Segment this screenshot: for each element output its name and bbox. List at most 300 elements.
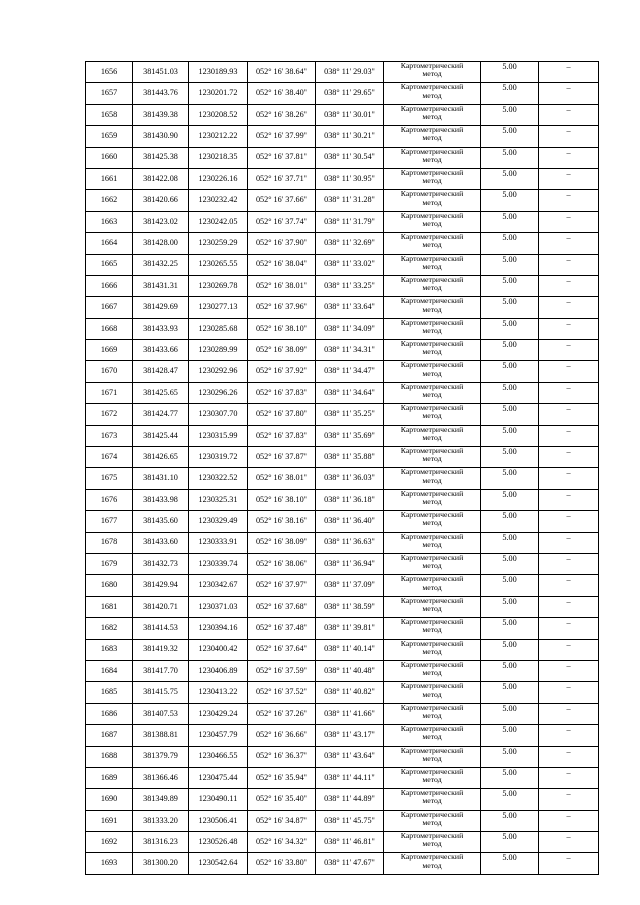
x-coordinate-cell: 381433.93: [133, 318, 189, 339]
method-cell: [384, 511, 481, 532]
point-number-cell: 1673: [86, 425, 133, 446]
longitude-cell: 038° 11' 44.11": [316, 767, 384, 788]
accuracy-cell: 5.00: [481, 596, 539, 617]
accuracy-cell: 5.00: [481, 618, 539, 639]
method-label-line1: Картометрический: [400, 703, 464, 712]
method-label-line2: метод: [422, 839, 442, 849]
table-row: [86, 147, 599, 168]
longitude-cell: 038° 11' 30.01": [316, 104, 384, 125]
x-coordinate-cell: 381316.23: [133, 832, 189, 853]
method-label-line1: Картометрический: [400, 596, 464, 605]
y-coordinate-cell: 1230342.67: [189, 575, 248, 596]
method-label-line2: метод: [422, 90, 442, 100]
x-coordinate-cell: 381432.73: [133, 553, 189, 574]
latitude-cell: 052° 16' 37.52": [248, 682, 316, 703]
method-cell: [384, 703, 481, 724]
method-label-line2: метод: [422, 582, 442, 592]
point-number-cell: 1692: [86, 832, 133, 853]
accuracy-cell: 5.00: [481, 297, 539, 318]
point-number-cell: 1684: [86, 660, 133, 681]
table-row: [86, 853, 599, 874]
latitude-cell: 052° 16' 37.74": [248, 211, 316, 232]
method-label-line1: Картометрический: [400, 403, 464, 413]
method-cell: [384, 275, 481, 296]
method-label-line2: метод: [422, 176, 442, 186]
x-coordinate-cell: 381333.20: [133, 810, 189, 831]
y-coordinate-cell: 1230218.35: [189, 147, 248, 168]
longitude-cell: 038° 11' 31.28": [316, 190, 384, 211]
method-label-line2: метод: [422, 325, 442, 335]
accuracy-cell: 5.00: [481, 168, 539, 189]
method-label-line2: метод: [422, 347, 442, 357]
y-coordinate-cell: 1230406.89: [189, 660, 248, 681]
accuracy-cell: 5.00: [481, 575, 539, 596]
method-label-line1: Картометрический: [400, 104, 464, 113]
y-coordinate-cell: 1230339.74: [189, 553, 248, 574]
latitude-cell: 052° 16' 38.26": [248, 104, 316, 125]
method-label-line1: Картометрический: [400, 660, 464, 669]
table-row: [86, 468, 599, 489]
accuracy-cell: 5.00: [481, 789, 539, 810]
table-row: [86, 489, 599, 510]
y-coordinate-cell: 1230232.42: [189, 190, 248, 211]
method-label-line2: метод: [422, 497, 442, 507]
note-cell: –: [539, 489, 599, 510]
point-number-cell: 1681: [86, 596, 133, 617]
longitude-cell: 038° 11' 41.66": [316, 703, 384, 724]
point-number-cell: 1675: [86, 468, 133, 489]
method-cell: [384, 853, 481, 874]
table-row: [86, 361, 599, 382]
y-coordinate-cell: 1230413.22: [189, 682, 248, 703]
method-cell: [384, 660, 481, 681]
method-label-line1: Картометрический: [400, 574, 464, 584]
method-cell: [384, 168, 481, 189]
longitude-cell: 038° 11' 43.64": [316, 746, 384, 767]
method-label-line1: Картометрический: [400, 532, 464, 541]
point-number-cell: 1674: [86, 447, 133, 468]
latitude-cell: 052° 16' 37.99": [248, 126, 316, 147]
longitude-cell: 038° 11' 30.54": [316, 147, 384, 168]
table-row: [86, 725, 599, 746]
x-coordinate-cell: 381415.75: [133, 682, 189, 703]
x-coordinate-cell: 381414.53: [133, 618, 189, 639]
table-row: [86, 810, 599, 831]
note-cell: –: [539, 789, 599, 810]
table-row: [86, 190, 599, 211]
note-cell: –: [539, 832, 599, 853]
y-coordinate-cell: 1230322.52: [189, 468, 248, 489]
accuracy-cell: 5.00: [481, 468, 539, 489]
x-coordinate-cell: 381430.90: [133, 126, 189, 147]
method-label-line2: метод: [422, 689, 442, 699]
method-label-line1: Картометрический: [400, 147, 464, 156]
table-row: [86, 832, 599, 853]
longitude-cell: 038° 11' 30.21": [316, 126, 384, 147]
point-number-cell: 1665: [86, 254, 133, 275]
latitude-cell: 052° 16' 37.92": [248, 361, 316, 382]
longitude-cell: 038° 11' 36.63": [316, 532, 384, 553]
table-row: [86, 62, 599, 83]
table-row: [86, 618, 599, 639]
accuracy-cell: 5.00: [481, 425, 539, 446]
method-label-line2: метод: [422, 860, 442, 870]
latitude-cell: 052° 16' 37.90": [248, 233, 316, 254]
accuracy-cell: 5.00: [481, 767, 539, 788]
note-cell: –: [539, 532, 599, 553]
table-row: [86, 660, 599, 681]
table-row: [86, 575, 599, 596]
method-label-line2: метод: [422, 539, 442, 549]
note-cell: –: [539, 147, 599, 168]
accuracy-cell: 5.00: [481, 853, 539, 874]
x-coordinate-cell: 381420.71: [133, 596, 189, 617]
latitude-cell: 052° 16' 38.09": [248, 532, 316, 553]
accuracy-cell: 5.00: [481, 511, 539, 532]
latitude-cell: 052° 16' 38.06": [248, 553, 316, 574]
latitude-cell: 052° 16' 37.97": [248, 575, 316, 596]
method-label-line1: Картометрический: [400, 724, 464, 734]
y-coordinate-cell: 1230542.64: [189, 853, 248, 874]
y-coordinate-cell: 1230394.16: [189, 618, 248, 639]
note-cell: –: [539, 233, 599, 254]
x-coordinate-cell: 381426.65: [133, 447, 189, 468]
x-coordinate-cell: 381366.46: [133, 767, 189, 788]
accuracy-cell: 5.00: [481, 404, 539, 425]
method-cell: [384, 297, 481, 318]
table-row: [86, 639, 599, 660]
method-label-line1: Картометрический: [400, 339, 464, 349]
note-cell: –: [539, 853, 599, 874]
x-coordinate-cell: 381419.32: [133, 639, 189, 660]
accuracy-cell: 5.00: [481, 553, 539, 574]
table-row: [86, 682, 599, 703]
latitude-cell: 052° 16' 37.83": [248, 382, 316, 403]
point-number-cell: 1659: [86, 126, 133, 147]
accuracy-cell: 5.00: [481, 725, 539, 746]
y-coordinate-cell: 1230429.24: [189, 703, 248, 724]
method-label-line2: метод: [422, 753, 442, 763]
method-label-line1: Картометрический: [400, 275, 464, 284]
note-cell: –: [539, 104, 599, 125]
method-label-line1: Картометрический: [400, 681, 464, 691]
accuracy-cell: 5.00: [481, 190, 539, 211]
x-coordinate-cell: 381388.81: [133, 725, 189, 746]
x-coordinate-cell: 381417.70: [133, 660, 189, 681]
y-coordinate-cell: 1230325.31: [189, 489, 248, 510]
method-label-line1: Картометрический: [400, 467, 464, 477]
longitude-cell: 038° 11' 30.95": [316, 168, 384, 189]
note-cell: –: [539, 682, 599, 703]
point-number-cell: 1661: [86, 168, 133, 189]
note-cell: –: [539, 211, 599, 232]
latitude-cell: 052° 16' 38.01": [248, 275, 316, 296]
method-cell: [384, 596, 481, 617]
method-label-line2: метод: [422, 518, 442, 528]
note-cell: –: [539, 618, 599, 639]
point-number-cell: 1662: [86, 190, 133, 211]
accuracy-cell: 5.00: [481, 254, 539, 275]
longitude-cell: 038° 11' 29.03": [316, 62, 384, 83]
y-coordinate-cell: 1230315.99: [189, 425, 248, 446]
x-coordinate-cell: 381379.79: [133, 746, 189, 767]
note-cell: –: [539, 254, 599, 275]
method-cell: [384, 682, 481, 703]
accuracy-cell: 5.00: [481, 660, 539, 681]
y-coordinate-cell: 1230289.99: [189, 340, 248, 361]
x-coordinate-cell: 381423.02: [133, 211, 189, 232]
point-number-cell: 1680: [86, 575, 133, 596]
table-row: [86, 425, 599, 446]
latitude-cell: 052° 16' 37.81": [248, 147, 316, 168]
method-label-line2: метод: [422, 218, 442, 228]
longitude-cell: 038° 11' 37.09": [316, 575, 384, 596]
x-coordinate-cell: 381429.94: [133, 575, 189, 596]
method-label-line1: Картометрический: [400, 296, 464, 306]
longitude-cell: 038° 11' 29.65": [316, 83, 384, 104]
latitude-cell: 052° 16' 38.10": [248, 318, 316, 339]
method-label-line2: метод: [422, 561, 442, 571]
method-cell: [384, 532, 481, 553]
latitude-cell: 052° 16' 37.83": [248, 425, 316, 446]
x-coordinate-cell: 381433.66: [133, 340, 189, 361]
latitude-cell: 052° 16' 37.66": [248, 190, 316, 211]
method-cell: [384, 618, 481, 639]
method-cell: [384, 211, 481, 232]
table-row: [86, 211, 599, 232]
method-label-line2: метод: [422, 710, 442, 720]
y-coordinate-cell: 1230201.72: [189, 83, 248, 104]
accuracy-cell: 5.00: [481, 682, 539, 703]
y-coordinate-cell: 1230189.93: [189, 62, 248, 83]
method-label-line1: Картометрический: [400, 254, 464, 263]
x-coordinate-cell: 381433.60: [133, 532, 189, 553]
method-label-line1: Картометрический: [400, 746, 464, 755]
method-cell: [384, 340, 481, 361]
note-cell: –: [539, 382, 599, 403]
table-row: [86, 297, 599, 318]
note-cell: –: [539, 511, 599, 532]
y-coordinate-cell: 1230307.70: [189, 404, 248, 425]
latitude-cell: 052° 16' 37.59": [248, 660, 316, 681]
accuracy-cell: 5.00: [481, 211, 539, 232]
x-coordinate-cell: 381425.38: [133, 147, 189, 168]
latitude-cell: 052° 16' 33.80": [248, 853, 316, 874]
latitude-cell: 052° 16' 38.04": [248, 254, 316, 275]
method-label-line1: Картометрический: [400, 767, 464, 776]
table-row: [86, 532, 599, 553]
longitude-cell: 038° 11' 33.64": [316, 297, 384, 318]
x-coordinate-cell: 381435.60: [133, 511, 189, 532]
method-label-line1: Картометрический: [400, 168, 464, 177]
method-cell: [384, 447, 481, 468]
y-coordinate-cell: 1230526.48: [189, 832, 248, 853]
longitude-cell: 038° 11' 40.48": [316, 660, 384, 681]
table-row: [86, 126, 599, 147]
method-label-line1: Картометрический: [400, 211, 464, 220]
method-cell: [384, 810, 481, 831]
method-label-line1: Картометрический: [400, 788, 464, 798]
method-label-line2: метод: [422, 817, 442, 827]
x-coordinate-cell: 381425.44: [133, 425, 189, 446]
method-cell: [384, 468, 481, 489]
note-cell: –: [539, 425, 599, 446]
longitude-cell: 038° 11' 36.18": [316, 489, 384, 510]
x-coordinate-cell: 381429.69: [133, 297, 189, 318]
table-row: [86, 83, 599, 104]
method-label-line1: Картометрический: [400, 617, 464, 627]
y-coordinate-cell: 1230329.49: [189, 511, 248, 532]
latitude-cell: 052° 16' 37.96": [248, 297, 316, 318]
method-cell: [384, 725, 481, 746]
note-cell: –: [539, 575, 599, 596]
latitude-cell: 052° 16' 37.80": [248, 404, 316, 425]
y-coordinate-cell: 1230226.16: [189, 168, 248, 189]
x-coordinate-cell: 381420.66: [133, 190, 189, 211]
point-number-cell: 1690: [86, 789, 133, 810]
method-cell: [384, 639, 481, 660]
point-number-cell: 1677: [86, 511, 133, 532]
point-number-cell: 1688: [86, 746, 133, 767]
note-cell: –: [539, 660, 599, 681]
longitude-cell: 038° 11' 44.89": [316, 789, 384, 810]
method-label-line1: Картометрический: [400, 82, 464, 92]
table-row: [86, 318, 599, 339]
longitude-cell: 038° 11' 35.88": [316, 447, 384, 468]
note-cell: –: [539, 468, 599, 489]
note-cell: –: [539, 83, 599, 104]
longitude-cell: 038° 11' 34.09": [316, 318, 384, 339]
method-label-line2: метод: [422, 69, 442, 79]
coordinates-table-body: [86, 62, 599, 875]
method-label-line2: метод: [422, 775, 442, 785]
accuracy-cell: 5.00: [481, 703, 539, 724]
table-row: [86, 703, 599, 724]
longitude-cell: 038° 11' 31.79": [316, 211, 384, 232]
point-number-cell: 1663: [86, 211, 133, 232]
method-label-line2: метод: [422, 390, 442, 400]
method-label-line2: метод: [422, 240, 442, 250]
latitude-cell: 052° 16' 34.87": [248, 810, 316, 831]
note-cell: –: [539, 447, 599, 468]
point-number-cell: 1683: [86, 639, 133, 660]
note-cell: –: [539, 275, 599, 296]
note-cell: –: [539, 703, 599, 724]
method-cell: [384, 190, 481, 211]
method-cell: [384, 575, 481, 596]
accuracy-cell: 5.00: [481, 340, 539, 361]
table-row: [86, 168, 599, 189]
longitude-cell: 038° 11' 32.69": [316, 233, 384, 254]
method-label-line1: Картометрический: [400, 318, 464, 327]
accuracy-cell: 5.00: [481, 126, 539, 147]
method-label-line1: Картометрический: [400, 852, 464, 862]
coordinates-table: [85, 61, 599, 875]
method-label-line2: метод: [422, 261, 442, 271]
method-label-line1: Картометрический: [400, 446, 464, 456]
x-coordinate-cell: 381439.38: [133, 104, 189, 125]
method-label-line2: метод: [422, 454, 442, 464]
method-label-line2: метод: [422, 368, 442, 378]
y-coordinate-cell: 1230292.96: [189, 361, 248, 382]
accuracy-cell: 5.00: [481, 62, 539, 83]
point-number-cell: 1687: [86, 725, 133, 746]
note-cell: –: [539, 318, 599, 339]
x-coordinate-cell: 381428.00: [133, 233, 189, 254]
longitude-cell: 038° 11' 46.81": [316, 832, 384, 853]
y-coordinate-cell: 1230333.91: [189, 532, 248, 553]
longitude-cell: 038° 11' 45.75": [316, 810, 384, 831]
accuracy-cell: 5.00: [481, 104, 539, 125]
method-cell: [384, 126, 481, 147]
longitude-cell: 038° 11' 47.67": [316, 853, 384, 874]
longitude-cell: 038° 11' 40.14": [316, 639, 384, 660]
method-label-line2: метод: [422, 625, 442, 635]
accuracy-cell: 5.00: [481, 318, 539, 339]
note-cell: –: [539, 126, 599, 147]
x-coordinate-cell: 381428.47: [133, 361, 189, 382]
accuracy-cell: 5.00: [481, 83, 539, 104]
point-number-cell: 1666: [86, 275, 133, 296]
table-row: [86, 404, 599, 425]
x-coordinate-cell: 381432.25: [133, 254, 189, 275]
latitude-cell: 052° 16' 35.94": [248, 767, 316, 788]
longitude-cell: 038° 11' 39.81": [316, 618, 384, 639]
method-cell: [384, 83, 481, 104]
accuracy-cell: 5.00: [481, 233, 539, 254]
y-coordinate-cell: 1230208.52: [189, 104, 248, 125]
method-cell: [384, 361, 481, 382]
note-cell: –: [539, 810, 599, 831]
table-row: [86, 767, 599, 788]
method-cell: [384, 746, 481, 767]
y-coordinate-cell: 1230259.29: [189, 233, 248, 254]
x-coordinate-cell: 381300.20: [133, 853, 189, 874]
method-cell: [384, 382, 481, 403]
table-row: [86, 233, 599, 254]
method-cell: [384, 104, 481, 125]
method-cell: [384, 147, 481, 168]
method-label-line1: Картометрический: [400, 810, 464, 819]
method-cell: [384, 254, 481, 275]
method-label-line2: метод: [422, 304, 442, 314]
y-coordinate-cell: 1230466.55: [189, 746, 248, 767]
method-label-line1: Картометрический: [400, 425, 464, 434]
method-label-line1: Картометрический: [400, 639, 464, 648]
point-number-cell: 1678: [86, 532, 133, 553]
table-row: [86, 596, 599, 617]
y-coordinate-cell: 1230212.22: [189, 126, 248, 147]
table-row: [86, 789, 599, 810]
accuracy-cell: 5.00: [481, 382, 539, 403]
latitude-cell: 052° 16' 38.09": [248, 340, 316, 361]
longitude-cell: 038° 11' 35.69": [316, 425, 384, 446]
method-cell: [384, 425, 481, 446]
method-label-line1: Картометрический: [400, 510, 464, 520]
latitude-cell: 052° 16' 38.10": [248, 489, 316, 510]
method-label-line2: метод: [422, 111, 442, 121]
y-coordinate-cell: 1230296.26: [189, 382, 248, 403]
method-cell: [384, 789, 481, 810]
method-label-line2: метод: [422, 603, 442, 613]
longitude-cell: 038° 11' 33.02": [316, 254, 384, 275]
table-row: [86, 447, 599, 468]
table-row: [86, 746, 599, 767]
x-coordinate-cell: 381451.03: [133, 62, 189, 83]
method-cell: [384, 767, 481, 788]
y-coordinate-cell: 1230285.68: [189, 318, 248, 339]
note-cell: –: [539, 340, 599, 361]
